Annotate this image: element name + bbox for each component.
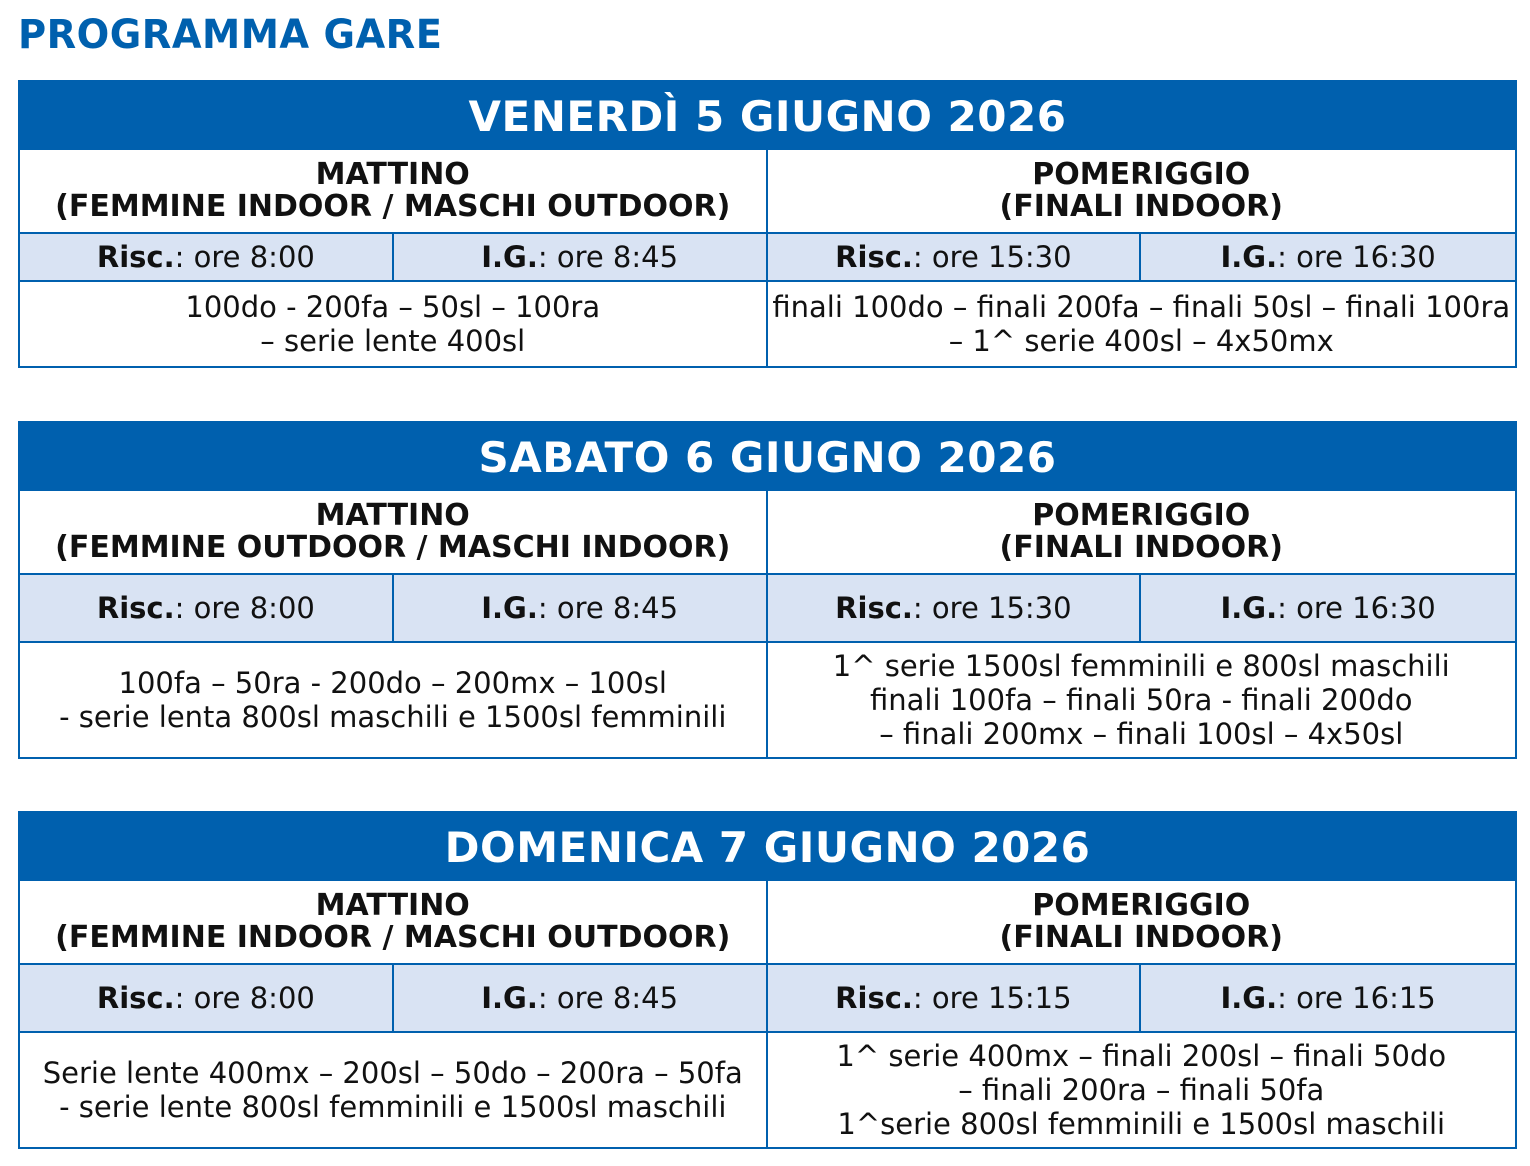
event-line: – finali 200ra – finali 50fa	[958, 1073, 1325, 1107]
warmup-label: Risc.	[96, 240, 175, 274]
start-time	[394, 234, 768, 282]
start-value: : ore 8:45	[537, 591, 679, 625]
event-line: finali 100do – finali 200fa – finali 50sl – finali 100ra	[772, 290, 1511, 324]
start-value: : ore 8:45	[537, 981, 679, 1015]
afternoon-session-header	[768, 881, 1516, 965]
start-label: I.G.	[481, 240, 538, 274]
warmup-value: : ore 8:00	[174, 240, 315, 274]
afternoon-session-header	[768, 150, 1516, 234]
start-time	[1141, 234, 1515, 282]
start-label: I.G.	[1220, 240, 1278, 274]
start-label: I.G.	[481, 591, 538, 625]
event-line: 1^ serie 1500sl femminili e 800sl maschili	[832, 649, 1450, 683]
morning-events	[20, 643, 768, 757]
warmup-value: : ore 8:00	[174, 981, 315, 1015]
start-value: : ore 16:15	[1277, 981, 1436, 1015]
warmup-time	[20, 234, 394, 282]
page-title: PROGRAMMA GARE	[18, 12, 443, 58]
warmup-time	[20, 575, 394, 643]
day-header: DOMENICA 7 GIUGNO 2026	[20, 813, 1515, 881]
warmup-time	[768, 575, 1142, 643]
start-time	[1141, 965, 1515, 1033]
morning-session-header	[20, 491, 768, 575]
morning-session-header	[20, 150, 768, 234]
session-subtitle: (FEMMINE INDOOR / MASCHI OUTDOOR)	[55, 920, 731, 955]
start-time	[394, 575, 768, 643]
day-table-friday	[18, 80, 1517, 368]
warmup-time	[768, 234, 1142, 282]
event-line: 100fa – 50ra - 200do – 200mx – 100sl	[118, 666, 667, 700]
event-line: – finali 200mx – finali 100sl – 4x50sl	[879, 717, 1404, 751]
afternoon-events	[768, 1033, 1516, 1147]
day-table-sunday	[18, 811, 1517, 1149]
session-subtitle: (FINALI INDOOR)	[999, 530, 1283, 565]
start-label: I.G.	[481, 981, 538, 1015]
start-time	[1141, 575, 1515, 643]
start-value: : ore 16:30	[1277, 591, 1436, 625]
warmup-value: : ore 15:30	[912, 240, 1072, 274]
warmup-value: : ore 15:15	[912, 981, 1072, 1015]
event-line: – 1^ serie 400sl – 4x50mx	[948, 324, 1334, 358]
session-subtitle: (FINALI INDOOR)	[999, 189, 1283, 224]
morning-events	[20, 1033, 768, 1147]
morning-events	[20, 282, 768, 366]
start-label: I.G.	[1220, 981, 1278, 1015]
warmup-label: Risc.	[96, 981, 175, 1015]
session-title: POMERIGGIO	[1032, 157, 1251, 192]
afternoon-session-header	[768, 491, 1516, 575]
start-value: : ore 16:30	[1277, 240, 1436, 274]
session-title: MATTINO	[315, 157, 470, 192]
event-line: finali 100fa – finali 50ra - finali 200do	[869, 683, 1413, 717]
event-line: 100do - 200fa – 50sl – 100ra	[185, 290, 601, 324]
warmup-label: Risc.	[835, 981, 913, 1015]
session-title: MATTINO	[315, 888, 470, 923]
session-subtitle: (FEMMINE INDOOR / MASCHI OUTDOOR)	[55, 189, 731, 224]
event-line: - serie lenta 800sl maschili e 1500sl femminili	[59, 700, 727, 734]
event-line: – serie lente 400sl	[260, 324, 526, 358]
start-value: : ore 8:45	[537, 240, 679, 274]
afternoon-events	[768, 643, 1516, 757]
warmup-label: Risc.	[835, 240, 913, 274]
warmup-value: : ore 8:00	[174, 591, 315, 625]
afternoon-events	[768, 282, 1516, 366]
start-time	[394, 965, 768, 1033]
event-line: Serie lente 400mx – 200sl – 50do – 200ra – 50fa	[42, 1056, 743, 1090]
session-title: POMERIGGIO	[1032, 498, 1251, 533]
warmup-label: Risc.	[96, 591, 175, 625]
day-header: SABATO 6 GIUGNO 2026	[20, 423, 1515, 491]
session-subtitle: (FEMMINE OUTDOOR / MASCHI INDOOR)	[55, 530, 731, 565]
day-header: VENERDÌ 5 GIUGNO 2026	[20, 82, 1515, 150]
day-table-saturday	[18, 421, 1517, 759]
session-title: MATTINO	[315, 498, 470, 533]
event-line: 1^ serie 400mx – finali 200sl – finali 50do	[836, 1039, 1447, 1073]
start-label: I.G.	[1220, 591, 1278, 625]
event-line: 1^serie 800sl femminili e 1500sl maschili	[837, 1107, 1446, 1141]
session-title: POMERIGGIO	[1032, 888, 1251, 923]
warmup-value: : ore 15:30	[912, 591, 1072, 625]
event-line: - serie lente 800sl femminili e 1500sl maschili	[59, 1090, 727, 1124]
warmup-time	[20, 965, 394, 1033]
warmup-label: Risc.	[835, 591, 913, 625]
morning-session-header	[20, 881, 768, 965]
session-subtitle: (FINALI INDOOR)	[999, 920, 1283, 955]
warmup-time	[768, 965, 1142, 1033]
